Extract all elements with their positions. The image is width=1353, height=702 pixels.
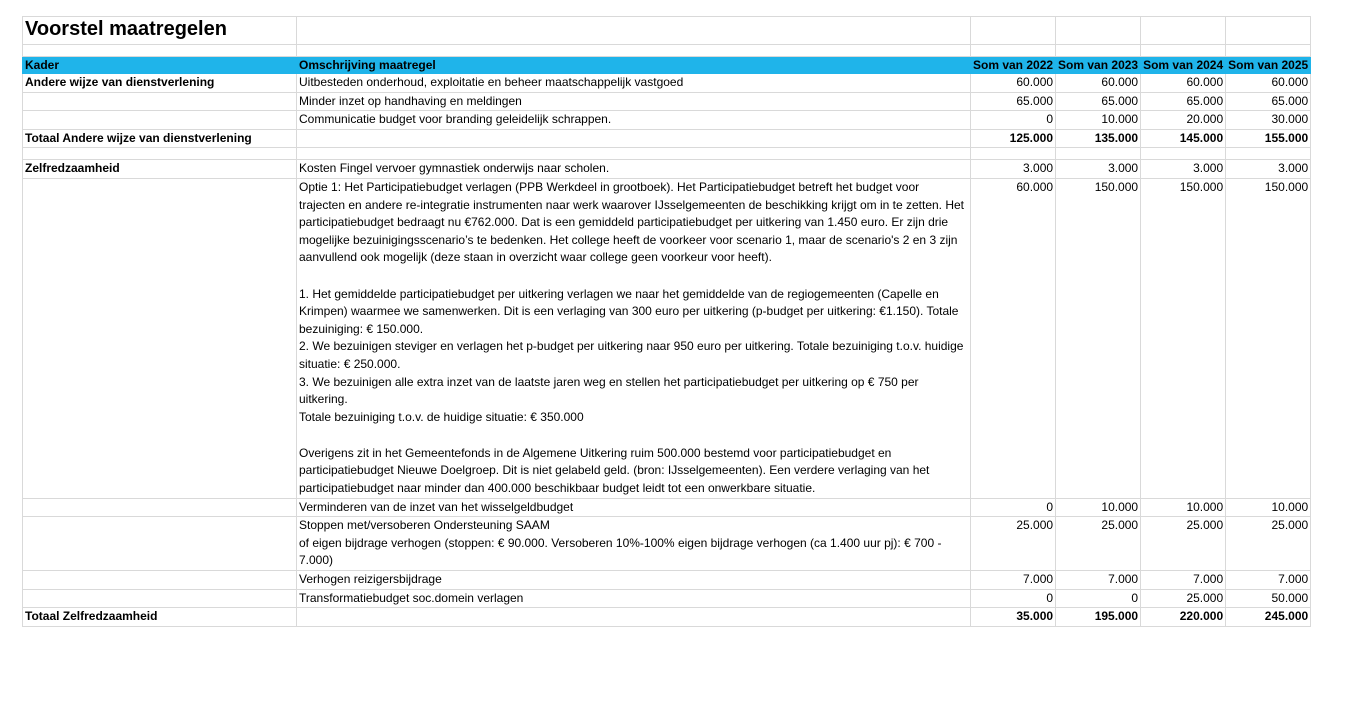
value-cell[interactable]: 10.000 xyxy=(1056,498,1141,517)
empty-cell[interactable] xyxy=(23,589,297,608)
value-cell[interactable]: 60.000 xyxy=(971,74,1056,93)
paragraph: Overigens zit in het Gemeentefonds in de Algemene Uitkering ruim 500.000 bestemd voor participatiebudget en participatiebudget Nieuwe Doelgroep. Dit is niet gelabeld geld. (bron: IJsselgemeenten). Een verdere verlaging van het participatiebudget naar minder dan 400.000 beschikbaar budget leidt tot een onwerkbare situatie. xyxy=(299,445,930,496)
paragraph: 1. Het gemiddelde participatiebudget per uitkering verlagen we naar het gemiddelde van de regiogemeenten (Capelle en Krimpen) waarmee we samenwerken. Dit is een verlaging van 300 euro per uitkering (p-budget per uitkering: €1.150). Totale bezuiniging: € 150.000. xyxy=(299,286,959,336)
value-cell[interactable]: 65.000 xyxy=(1056,92,1141,111)
empty-cell[interactable] xyxy=(297,129,971,148)
value-cell[interactable]: 25.000 xyxy=(1056,517,1141,571)
title-cell[interactable] xyxy=(23,17,297,45)
table-row xyxy=(23,589,1311,608)
value-cell[interactable]: 0 xyxy=(971,589,1056,608)
empty-cell[interactable] xyxy=(971,17,1056,45)
total-value[interactable]: 125.000 xyxy=(971,129,1056,148)
table-row xyxy=(23,111,1311,130)
value-cell[interactable]: 7.000 xyxy=(971,571,1056,590)
empty-cell[interactable] xyxy=(971,148,1056,160)
header-year-2022[interactable]: Som van 2022 xyxy=(971,57,1056,74)
kader-cell[interactable]: Zelfredzaamheid xyxy=(23,160,297,179)
value-cell[interactable]: 65.000 xyxy=(971,92,1056,111)
blank-row xyxy=(23,45,1311,57)
table-row xyxy=(23,92,1311,111)
description-cell-participatiebudget[interactable] xyxy=(297,178,971,498)
value-cell[interactable]: 0 xyxy=(971,498,1056,517)
empty-cell[interactable] xyxy=(23,92,297,111)
empty-cell[interactable] xyxy=(23,111,297,130)
empty-cell[interactable] xyxy=(971,45,1056,57)
kader-cell[interactable]: Andere wijze van dienstverlening xyxy=(23,74,297,93)
description-cell[interactable]: Minder inzet op handhaving en meldingen xyxy=(297,92,971,111)
description-cell[interactable]: Transformatiebudget soc.domein verlagen xyxy=(297,589,971,608)
empty-cell[interactable] xyxy=(1226,45,1311,57)
value-cell[interactable]: 60.000 xyxy=(1141,74,1226,93)
empty-cell[interactable] xyxy=(23,498,297,517)
empty-cell[interactable] xyxy=(23,45,297,57)
paragraph: 2. We bezuinigen steviger en verlagen het p-budget per uitkering naar 950 euro per uitkering. Totale bezuiniging t.o.v. huidige situatie: € 250.000. xyxy=(299,339,964,371)
description-cell-saam[interactable] xyxy=(297,517,971,571)
total-value[interactable]: 220.000 xyxy=(1141,608,1226,627)
empty-cell[interactable] xyxy=(1226,148,1311,160)
description-cell[interactable]: Verminderen van de inzet van het wisselgeldbudget xyxy=(297,498,971,517)
value-cell[interactable]: 20.000 xyxy=(1141,111,1226,130)
value-cell[interactable]: 3.000 xyxy=(971,160,1056,179)
value-cell[interactable]: 65.000 xyxy=(1226,92,1311,111)
paragraph: Optie 1: Het Participatiebudget verlagen (PPB Werkdeel in grootboek). Het Participatiebudget betreft het budget voor trajecten en andere re-integratie instrumenten naar werk waarover IJsselgemeenten de beschikking krijgt om in te zetten. Het participatiebudget bedraagt nu €762.000. Dat is een gemiddeld participatiebudget per uitkering van 1.450 euro. Er zijn drie mogelijke bezuinigingsscenario’s te bedenken. Het college heeft de voorkeer voor scenario 1, maar de scenario's 2 en 3 zijn aanvullend ook mogelijk (deze staan in overzicht waar college geen voorkeur voor heeft). xyxy=(299,179,965,265)
paragraph: of eigen bijdrage verhogen (stoppen: € 90.000. Versoberen 10%-100% eigen bijdrage verhogen (ca 1.400 uur pj): € 700 - 7.000) xyxy=(299,535,942,568)
header-year-2023[interactable]: Som van 2023 xyxy=(1056,57,1141,74)
total-value[interactable]: 195.000 xyxy=(1056,608,1141,627)
table-row xyxy=(23,517,1311,571)
sheet-title: Voorstel maatregelen xyxy=(25,17,227,40)
total-label[interactable]: Totaal Zelfredzaamheid xyxy=(23,608,297,627)
header-kader[interactable]: Kader xyxy=(23,57,297,74)
empty-cell[interactable] xyxy=(297,45,971,57)
spreadsheet-table xyxy=(22,16,1311,627)
empty-cell[interactable] xyxy=(297,608,971,627)
table-row xyxy=(23,74,1311,93)
total-value[interactable]: 135.000 xyxy=(1056,129,1141,148)
value-cell[interactable]: 60.000 xyxy=(1226,74,1311,93)
value-cell[interactable]: 10.000 xyxy=(1141,498,1226,517)
total-label[interactable]: Totaal Andere wijze van dienstverlening xyxy=(23,129,297,148)
empty-cell[interactable] xyxy=(23,178,297,498)
paragraph: Stoppen met/versoberen Ondersteuning SAAM xyxy=(299,518,550,533)
empty-cell[interactable] xyxy=(297,148,971,160)
value-cell[interactable]: 25.000 xyxy=(1141,589,1226,608)
value-cell[interactable]: 150.000 xyxy=(1056,178,1141,498)
value-cell[interactable]: 10.000 xyxy=(1056,111,1141,130)
value-cell[interactable]: 3.000 xyxy=(1141,160,1226,179)
table-row xyxy=(23,178,1311,498)
value-cell[interactable]: 0 xyxy=(971,111,1056,130)
value-cell[interactable]: 25.000 xyxy=(1141,517,1226,571)
table-row xyxy=(23,498,1311,517)
empty-cell[interactable] xyxy=(1141,45,1226,57)
empty-cell[interactable] xyxy=(1056,148,1141,160)
empty-cell[interactable] xyxy=(23,517,297,571)
empty-cell[interactable] xyxy=(1056,45,1141,57)
header-year-2025[interactable]: Som van 2025 xyxy=(1226,57,1311,74)
value-cell[interactable]: 25.000 xyxy=(1226,517,1311,571)
value-cell[interactable]: 60.000 xyxy=(971,178,1056,498)
total-value[interactable]: 155.000 xyxy=(1226,129,1311,148)
empty-cell[interactable] xyxy=(297,17,971,45)
value-cell[interactable]: 7.000 xyxy=(1226,571,1311,590)
empty-cell[interactable] xyxy=(23,148,297,160)
empty-cell[interactable] xyxy=(23,571,297,590)
empty-cell[interactable] xyxy=(1141,17,1226,45)
empty-cell[interactable] xyxy=(1141,148,1226,160)
paragraph: 3. We bezuinigen alle extra inzet van de laatste jaren weg en stellen het participatiebudget per uitkering op € 750 per uitkering. xyxy=(299,374,919,407)
value-cell[interactable]: 50.000 xyxy=(1226,589,1311,608)
value-cell[interactable]: 30.000 xyxy=(1226,111,1311,130)
value-cell[interactable]: 7.000 xyxy=(1141,571,1226,590)
total-value[interactable]: 145.000 xyxy=(1141,129,1226,148)
header-omschrijving[interactable]: Omschrijving maatregel xyxy=(297,57,971,74)
value-cell[interactable]: 150.000 xyxy=(1226,178,1311,498)
value-cell[interactable]: 25.000 xyxy=(971,517,1056,571)
value-cell[interactable]: 65.000 xyxy=(1141,92,1226,111)
header-year-2024[interactable]: Som van 2024 xyxy=(1141,57,1226,74)
value-cell[interactable]: 7.000 xyxy=(1056,571,1141,590)
value-cell[interactable]: 0 xyxy=(1056,589,1141,608)
empty-cell[interactable] xyxy=(1226,17,1311,45)
value-cell[interactable]: 60.000 xyxy=(1056,74,1141,93)
total-value[interactable]: 245.000 xyxy=(1226,608,1311,627)
total-value[interactable]: 35.000 xyxy=(971,608,1056,627)
empty-cell[interactable] xyxy=(1056,17,1141,45)
total-row xyxy=(23,129,1311,148)
header-row xyxy=(23,57,1311,74)
table-row xyxy=(23,571,1311,590)
total-row xyxy=(23,608,1311,627)
value-cell[interactable]: 10.000 xyxy=(1226,498,1311,517)
paragraph: Totale bezuiniging t.o.v. de huidige situatie: € 350.000 xyxy=(299,409,584,424)
description-cell[interactable]: Uitbesteden onderhoud, exploitatie en beheer maatschappelijk vastgoed xyxy=(297,74,971,93)
blank-row xyxy=(23,148,1311,160)
value-cell[interactable]: 3.000 xyxy=(1056,160,1141,179)
description-cell[interactable]: Verhogen reizigersbijdrage xyxy=(297,571,971,590)
value-cell[interactable]: 150.000 xyxy=(1141,178,1226,498)
description-cell[interactable]: Communicatie budget voor branding geleidelijk schrappen. xyxy=(297,111,971,130)
value-cell[interactable]: 3.000 xyxy=(1226,160,1311,179)
table-row xyxy=(23,160,1311,179)
description-cell[interactable]: Kosten Fingel vervoer gymnastiek onderwijs naar scholen. xyxy=(297,160,971,179)
title-row xyxy=(23,17,1311,45)
